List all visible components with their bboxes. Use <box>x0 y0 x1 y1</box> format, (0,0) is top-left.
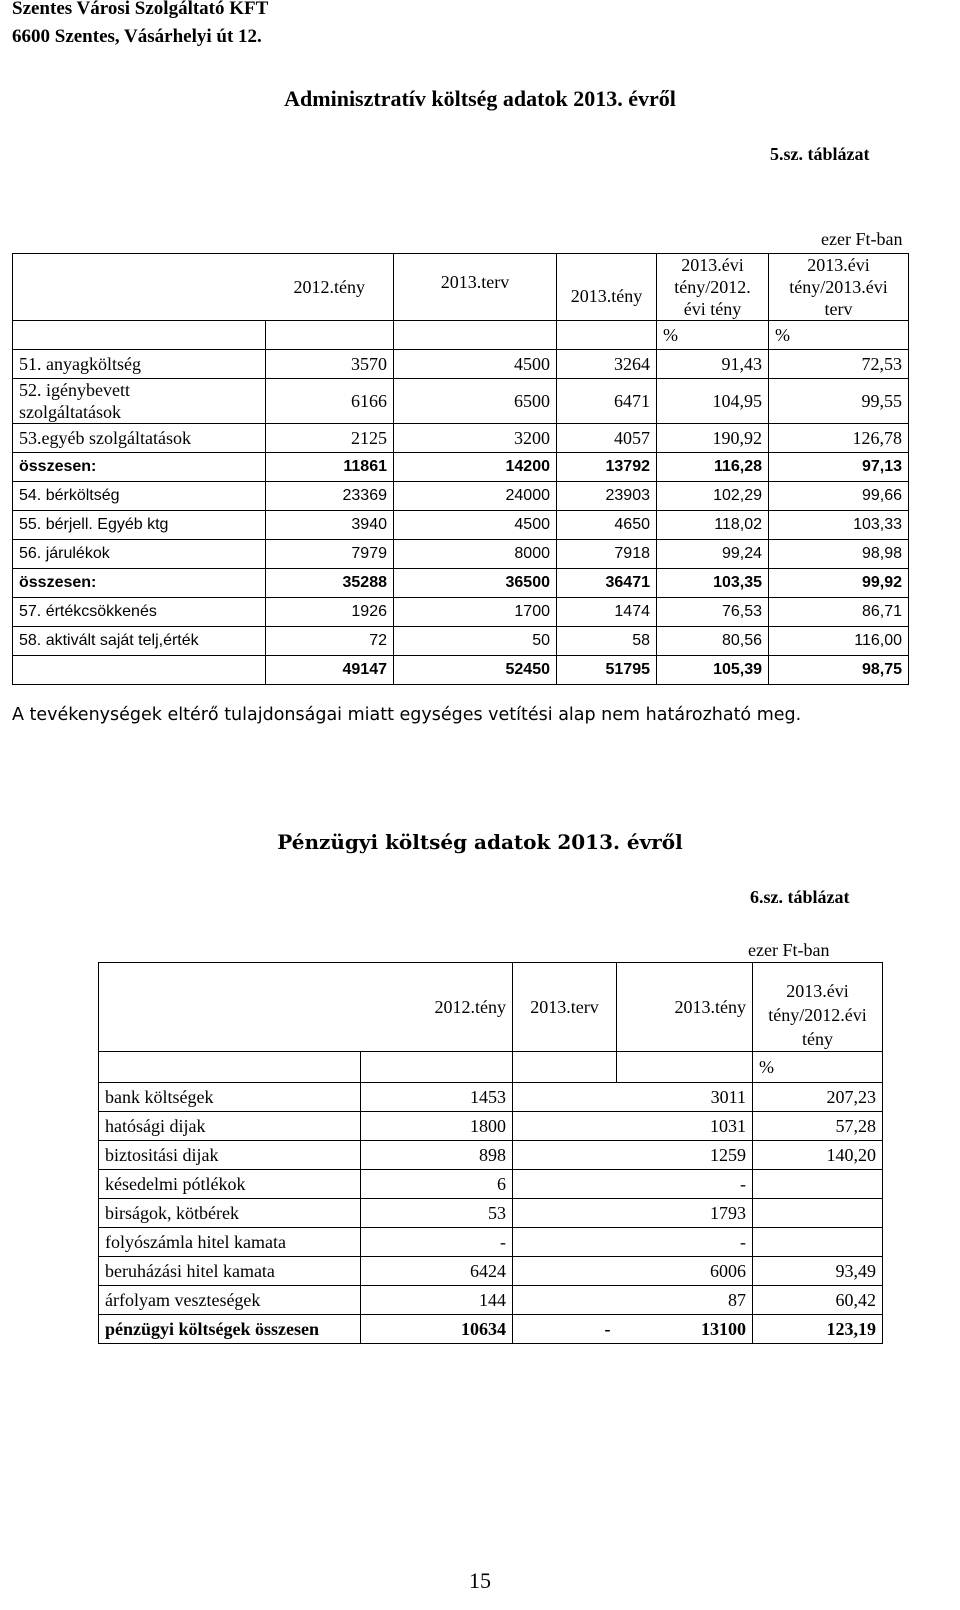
table-cell: - <box>513 1315 617 1344</box>
row-label: árfolyam veszteségek <box>99 1286 361 1315</box>
table-row <box>13 540 909 569</box>
table-cell: 6006 <box>617 1257 753 1286</box>
table-cell: 207,23 <box>753 1083 883 1112</box>
section2-unit: ezer Ft-ban <box>748 940 830 960</box>
table-row <box>13 511 909 540</box>
table-cell: 36471 <box>557 569 657 598</box>
table-cell <box>513 1083 617 1112</box>
table-cell: 98,75 <box>769 656 909 685</box>
table-cell: 2125 <box>266 424 394 453</box>
row-label: 55. bérjell. Egyéb ktg <box>13 511 266 540</box>
table-cell: 116,00 <box>769 627 909 656</box>
row-label <box>13 379 266 424</box>
table-cell: 72 <box>266 627 394 656</box>
table-cell: 6471 <box>557 379 657 424</box>
table-cell: 99,66 <box>769 482 909 511</box>
section2-title: Pénzügyi költség adatok 2013. évről <box>277 830 683 854</box>
table-cell: 3011 <box>617 1083 753 1112</box>
table-cell: 123,19 <box>753 1315 883 1344</box>
row-label: késedelmi pótlékok <box>99 1170 361 1199</box>
table-cell: 11861 <box>266 453 394 482</box>
table-row <box>99 1228 883 1257</box>
col-ratio-terv-line3: terv <box>824 299 853 319</box>
table-cell <box>513 1257 617 1286</box>
table-row <box>99 1083 883 1112</box>
table-cell: 7918 <box>557 540 657 569</box>
table-cell: 7979 <box>266 540 394 569</box>
table-cell: 1800 <box>361 1112 513 1141</box>
table-cell: 35288 <box>266 569 394 598</box>
table-cell: 36500 <box>394 569 557 598</box>
table-cell <box>513 1112 617 1141</box>
table-row <box>13 350 909 379</box>
table-cell: 60,42 <box>753 1286 883 1315</box>
financial-cost-table <box>98 962 883 1344</box>
table-cell: 3200 <box>394 424 557 453</box>
table-cell: 80,56 <box>657 627 769 656</box>
table-row <box>13 379 909 424</box>
table-row <box>13 482 909 511</box>
row-label: 58. aktivált saját telj,érték <box>13 627 266 656</box>
table-row <box>13 627 909 656</box>
table-cell: 1793 <box>617 1199 753 1228</box>
table-cell: 23369 <box>266 482 394 511</box>
table-row <box>13 569 909 598</box>
table-row <box>99 1112 883 1141</box>
col-ratio-2012-line3: évi tény <box>683 299 742 319</box>
table-cell: 1031 <box>617 1112 753 1141</box>
table-cell: 57,28 <box>753 1112 883 1141</box>
table-cell: 13792 <box>557 453 657 482</box>
col-ratio-2012-line1: 2013.évi <box>681 255 744 275</box>
table-cell: 104,95 <box>657 379 769 424</box>
row-label <box>13 656 266 685</box>
table-cell: 3570 <box>266 350 394 379</box>
table-cell: 144 <box>361 1286 513 1315</box>
row-label: folyószámla hitel kamata <box>99 1228 361 1257</box>
table-cell: 99,55 <box>769 379 909 424</box>
table-row <box>99 1315 883 1344</box>
table-cell: 1474 <box>557 598 657 627</box>
table-cell <box>753 1228 883 1257</box>
table-row <box>13 453 909 482</box>
table-cell: - <box>617 1170 753 1199</box>
table-cell: 87 <box>617 1286 753 1315</box>
table-cell: 3264 <box>557 350 657 379</box>
pct-label-2: % <box>769 321 909 350</box>
table-cell: 52450 <box>394 656 557 685</box>
table-cell: 99,24 <box>657 540 769 569</box>
table-cell <box>513 1228 617 1257</box>
table-cell: 4650 <box>557 511 657 540</box>
table-cell: 126,78 <box>769 424 909 453</box>
table-cell: 58 <box>557 627 657 656</box>
row-label: 57. értékcsökkenés <box>13 598 266 627</box>
table-cell: 6 <box>361 1170 513 1199</box>
table-row <box>99 1141 883 1170</box>
table-cell: 190,92 <box>657 424 769 453</box>
table-cell: 72,53 <box>769 350 909 379</box>
table-cell: 4500 <box>394 511 557 540</box>
table-cell: 6500 <box>394 379 557 424</box>
row-label: 53.egyéb szolgáltatások <box>13 424 266 453</box>
t2-col-2012-teny: 2012.tény <box>361 963 513 1052</box>
table-cell <box>753 1199 883 1228</box>
table-row <box>99 1199 883 1228</box>
t2-col-2013-terv: 2013.terv <box>513 963 617 1052</box>
row-label: összesen: <box>13 453 266 482</box>
table-cell: 23903 <box>557 482 657 511</box>
row-label: beruházási hitel kamata <box>99 1257 361 1286</box>
table-cell <box>513 1170 617 1199</box>
t2-pct-label: % <box>753 1052 883 1083</box>
table-cell: 1259 <box>617 1141 753 1170</box>
section1-title: Adminisztratív költség adatok 2013. évről <box>284 86 676 111</box>
table-cell: 98,98 <box>769 540 909 569</box>
t2-col-ratio-line3: tény <box>802 1029 833 1049</box>
col-2013-terv: 2013.terv <box>394 254 557 321</box>
row-label-line: szolgáltatások <box>19 402 121 422</box>
table-cell: 50 <box>394 627 557 656</box>
table-cell: - <box>617 1228 753 1257</box>
row-label: biztositási dijak <box>99 1141 361 1170</box>
section1-unit: ezer Ft-ban <box>821 228 903 249</box>
table-cell: 898 <box>361 1141 513 1170</box>
table-row <box>99 1170 883 1199</box>
section2-table-number: 6.sz. táblázat <box>750 887 850 907</box>
company-name: Szentes Városi Szolgáltató KFT <box>12 0 269 19</box>
col-2012-teny: 2012.tény <box>266 254 394 321</box>
table-cell: 24000 <box>394 482 557 511</box>
table-cell: 6166 <box>266 379 394 424</box>
table-cell: 1700 <box>394 598 557 627</box>
row-label: 51. anyagköltség <box>13 350 266 379</box>
table-cell: 118,02 <box>657 511 769 540</box>
col-ratio-terv-line2: tény/2013.évi <box>789 277 888 297</box>
table-cell: 93,49 <box>753 1257 883 1286</box>
table-cell: 1453 <box>361 1083 513 1112</box>
table-cell: 1926 <box>266 598 394 627</box>
table-cell: 53 <box>361 1199 513 1228</box>
page-number: 15 <box>469 1568 491 1593</box>
section1-table-number: 5.sz. táblázat <box>770 144 870 164</box>
table-cell: 6424 <box>361 1257 513 1286</box>
table-cell: 3940 <box>266 511 394 540</box>
t2-col-ratio-line1: 2013.évi <box>786 981 849 1001</box>
row-label: bank költségek <box>99 1083 361 1112</box>
table-cell: 86,71 <box>769 598 909 627</box>
table-row <box>13 424 909 453</box>
row-label-line: 52. igénybevett <box>19 380 130 400</box>
row-label: összesen: <box>13 569 266 598</box>
col-ratio-terv-line1: 2013.évi <box>807 255 870 275</box>
admin-cost-table <box>12 225 909 685</box>
table-cell: 4500 <box>394 350 557 379</box>
table-cell: 10634 <box>361 1315 513 1344</box>
table-cell: - <box>361 1228 513 1257</box>
table-cell: 4057 <box>557 424 657 453</box>
table-cell: 91,43 <box>657 350 769 379</box>
table-cell: 14200 <box>394 453 557 482</box>
table-cell <box>753 1170 883 1199</box>
company-address: 6600 Szentes, Vásárhelyi út 12. <box>12 26 262 47</box>
t2-col-2013-teny: 2013.tény <box>617 963 753 1052</box>
table-cell: 49147 <box>266 656 394 685</box>
row-label: 54. bérköltség <box>13 482 266 511</box>
t2-col-ratio-line2: tény/2012.évi <box>768 1005 867 1025</box>
table-cell <box>513 1286 617 1315</box>
note-text: A tevékenységek eltérő tulajdonságai miatt egységes vetítési alap nem határozható meg. <box>12 705 802 725</box>
table-row <box>13 656 909 685</box>
table-cell <box>513 1141 617 1170</box>
table-cell <box>513 1199 617 1228</box>
table-cell: 103,33 <box>769 511 909 540</box>
col-2013-teny: 2013.tény <box>557 254 657 321</box>
row-label: hatósági dijak <box>99 1112 361 1141</box>
col-ratio-2012-line2: tény/2012. <box>674 277 751 297</box>
table-cell: 103,35 <box>657 569 769 598</box>
table-cell: 99,92 <box>769 569 909 598</box>
table-cell: 105,39 <box>657 656 769 685</box>
table-cell: 140,20 <box>753 1141 883 1170</box>
row-label: pénzügyi költségek összesen <box>99 1315 361 1344</box>
table-cell: 116,28 <box>657 453 769 482</box>
table-row <box>99 1257 883 1286</box>
row-label: birságok, kötbérek <box>99 1199 361 1228</box>
table-row <box>13 598 909 627</box>
table-cell: 102,29 <box>657 482 769 511</box>
row-label: 56. járulékok <box>13 540 266 569</box>
table-cell: 8000 <box>394 540 557 569</box>
table-row <box>99 1286 883 1315</box>
table-cell: 97,13 <box>769 453 909 482</box>
table-cell: 51795 <box>557 656 657 685</box>
table-cell: 13100 <box>617 1315 753 1344</box>
table-cell: 76,53 <box>657 598 769 627</box>
pct-label-1: % <box>657 321 769 350</box>
